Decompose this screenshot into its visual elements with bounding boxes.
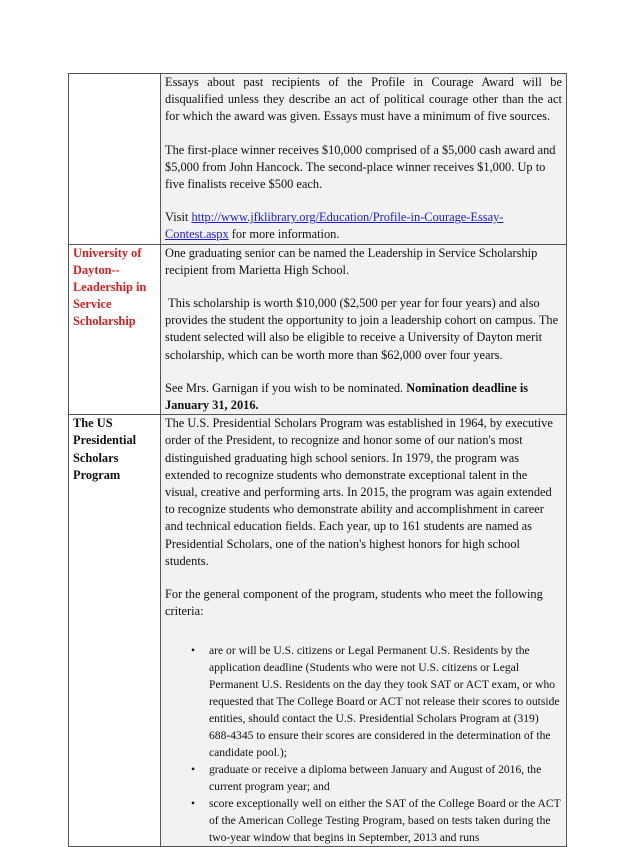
- visit-line: [165, 209, 562, 243]
- paragraph: The U.S. Presidential Scholars Program was established in 1964, by executive order of the President, to recognize and honor some of our nation's most distinguished graduating high school seniors. In 1979, the program was extended to recognize students who demonstrate exceptional talent in the visual, creative and performing arts. In 2015, the program was again extended to recognize students who demonstrate ability and accomplishment in career and technical education fields. Each year, up to 161 students are named as Presidential Scholars, one of the nation's highest honors for high school students.: [165, 416, 553, 568]
- scholarship-name: The US Presidential Scholars Program: [73, 416, 137, 482]
- list-item: [191, 642, 562, 761]
- list-item: [191, 795, 562, 846]
- paragraph: The first-place winner receives $10,000 comprised of a $5,000 cash award and $5,000 from John Hancock. The second-place winner receives $1,000. Up to five finalists receive $500 each.: [165, 142, 556, 192]
- nomination-text: See Mrs. Garnigan if you wish to be nominated.: [165, 380, 407, 395]
- scholarship-name-cell: [69, 74, 161, 245]
- paragraph: This scholarship is worth $10,000 ($2,500 per year for four years) and also provides the student the opportunity to join a leadership cohort on campus. The student selected will also be eligible to receive a University of Dayton merit scholarship, which can be worth more than $62,000 over four years.: [165, 296, 562, 362]
- profile-in-courage-link[interactable]: http://www.jfklibrary.org/Education/Profile-in-Courage-Essay-Contest.aspx: [165, 210, 504, 242]
- list-item: [191, 761, 562, 795]
- nomination-line: [165, 380, 562, 414]
- scholarship-name-cell: [69, 415, 161, 847]
- paragraph: For the general component of the program, students who meet the following criteria:: [165, 587, 543, 619]
- bullet-icon: •: [191, 797, 196, 811]
- bullet-icon: •: [191, 644, 196, 658]
- visit-prefix: Visit: [165, 210, 192, 225]
- criteria-text: graduate or receive a diploma between January and August of 2016, the current program year; and: [209, 763, 542, 794]
- scholarship-description-cell: [161, 415, 567, 847]
- criteria-text: are or will be U.S. citizens or Legal Permanent U.S. Residents by the application deadline (Students who were not U.S. citizens or Legal Permanent U.S. Residents on the day they took SAT or ACT exam, or who requested that The College Board or ACT not release their scores to outside entities, should contact the U.S. Presidential Scholars Program at (319) 688-4345 to ensure their scores are considered in the determination of the candidate pool.);: [209, 644, 560, 760]
- scholarship-name: University of Dayton--Leadership in Service Scholarship: [73, 245, 147, 329]
- table-row: [69, 74, 567, 245]
- scholarship-name-cell: [69, 244, 161, 415]
- table-row: [69, 244, 567, 415]
- paragraph: Essays about past recipients of the Profile in Courage Award will be disqualified unless they describe an act of political courage other than the act for which the award was given. Essays must have a minimum of five sources.: [165, 75, 562, 124]
- visit-suffix: for more information.: [228, 227, 340, 242]
- criteria-list: [165, 642, 562, 846]
- scholarship-description-cell: [161, 74, 567, 245]
- paragraph: One graduating senior can be named the Leadership in Service Scholarship recipient from Marietta High School.: [165, 245, 538, 277]
- bullet-icon: •: [191, 763, 196, 777]
- criteria-text: score exceptionally well on either the SAT of the College Board or the ACT of the American College Testing Program, based on tests taken during the two-year window that begins in September, 2013 and runs: [209, 797, 561, 845]
- table-row: [69, 415, 567, 847]
- nomination-deadline: Nomination deadline is January 31, 2016.: [165, 380, 529, 413]
- scholarship-table: [68, 73, 567, 847]
- scholarship-description-cell: [161, 244, 567, 415]
